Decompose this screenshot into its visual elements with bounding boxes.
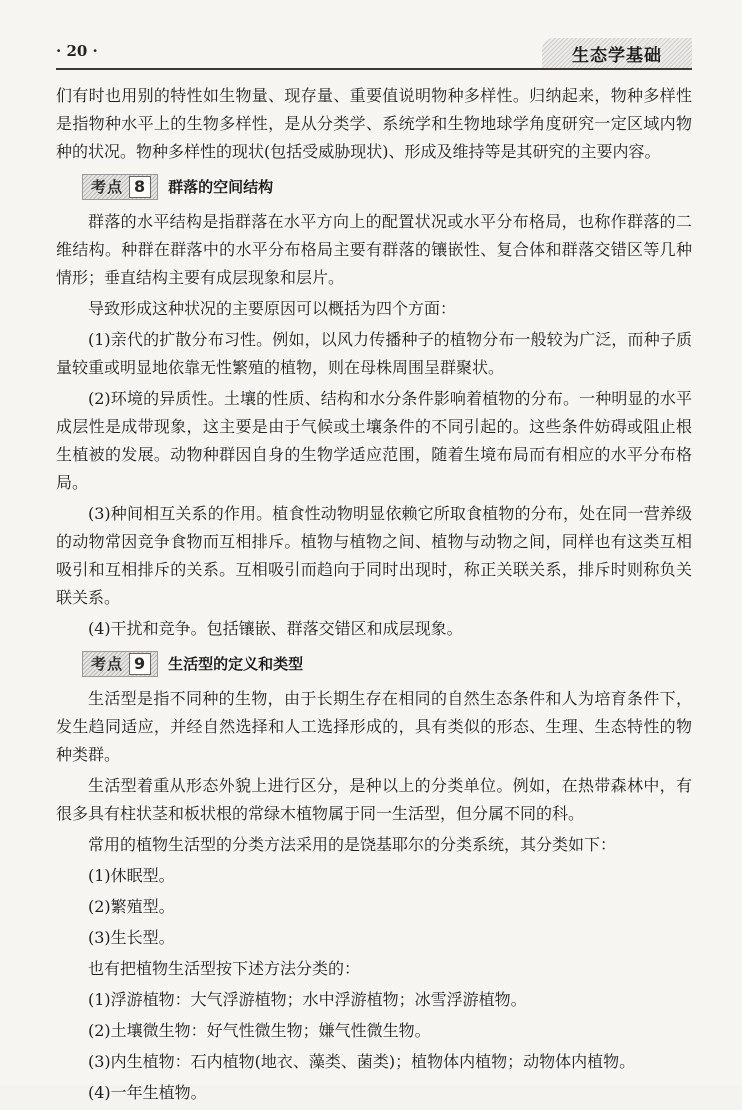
section-9-paragraph-3: 常用的植物生活型的分类方法采用的是饶基耶尔的分类系统，其分类如下： — [88, 835, 617, 854]
section-9-paragraph-1: 生活型是指不同种的生物，由于长期生存在相同的自然生态条件和人为培育条件下，发生趋同适应，并经自然选择和人工选择形成的，具有类似的形态、生理、生态特性的物种类群。 — [56, 689, 692, 764]
intro-paragraph: 们有时也用别的特性如生物量、现存量、重要值说明物种多样性。归纳起来，物种多样性是指物种水平上的生物多样性，是从分类学、系统学和生物地球学角度研究一定区域内物种的状况。物种多样性的现状(包括受威胁现状)、形成及维持等是其研究的主要内容。 — [56, 86, 692, 161]
section-9-title: 生活型的定义和类型 — [168, 655, 304, 673]
section-9-list1-item: (1)休眠型。 — [88, 866, 175, 885]
section-8-item-1: (1)亲代的扩散分布习性。例如，以风力传播种子的植物分布一般较为广泛，而种子质量较重或明显地依靠无性繁殖的植物，则在母株周围呈群聚状。 — [56, 330, 692, 377]
section-8-paragraph-2: 导致形成这种状况的主要原因可以概括为四个方面： — [88, 299, 457, 318]
section-8-number: 8 — [129, 176, 151, 198]
section-8-badge — [82, 174, 158, 200]
section-9-list2-item: (3)内生植物：石内植物(地衣、藻类、菌类)；植物体内植物；动物体内植物。 — [88, 1052, 636, 1071]
section-8-title: 群落的空间结构 — [168, 178, 274, 196]
section-9-paragraph-4: 也有把植物生活型按下述方法分类的： — [88, 959, 361, 978]
section-9-list2-item: (1)浮游植物：大气浮游植物；水中浮游植物；冰雪浮游植物。 — [88, 990, 527, 1009]
section-8-badge-label: 考点 — [91, 178, 124, 196]
section-8-item-2: (2)环境的异质性。土壤的性质、结构和水分条件影响着植物的分布。一种明显的水平成层性是成带现象，这主要是由于气候或土壤条件的不同引起的。这些条件妨碍或阻止根生植被的发展。动物种群因自身的生物学适应范围，随着生境布局而有相应的水平分布格局。 — [56, 389, 692, 492]
page-content — [56, 82, 692, 1110]
section-9-list2-item: (4)一年生植物。 — [88, 1083, 207, 1102]
section-9-heading — [82, 649, 692, 679]
section-9-list2-item: (2)土壤微生物：好气性微生物；嫌气性微生物。 — [88, 1021, 431, 1040]
section-8-heading — [82, 172, 692, 202]
section-8-item-4: (4)干扰和竞争。包括镶嵌、群落交错区和成层现象。 — [88, 619, 463, 638]
header-rule — [56, 68, 692, 70]
book-title: 生态学基础 — [542, 38, 692, 68]
section-9-badge — [82, 651, 158, 677]
section-8-item-3: (3)种间相互关系的作用。植食性动物明显依赖它所取食植物的分布，处在同一营养级的动物常因竞争食物而互相排斥。植物与植物之间、植物与动物之间，同样也有这类互相吸引和互相排斥的关系。互相吸引而趋向于同时出现时，称正关联关系，排斥时则称负关联关系。 — [56, 504, 692, 607]
section-9-list1-item: (3)生长型。 — [88, 928, 175, 947]
section-8-paragraph-1: 群落的水平结构是指群落在水平方向上的配置状况或水平分布格局，也称作群落的二维结构。种群在群落中的水平分布格局主要有群落的镶嵌性、复合体和群落交错区等几种情形；垂直结构主要有成层现象和层片。 — [56, 212, 692, 287]
page-number: · 20 · — [56, 42, 98, 60]
section-9-badge-label: 考点 — [91, 655, 124, 673]
section-9-paragraph-2: 生活型着重从形态外貌上进行区分，是种以上的分类单位。例如，在热带森林中，有很多具有柱状茎和板状根的常绿木植物属于同一生活型，但分属不同的科。 — [56, 776, 692, 823]
section-9-number: 9 — [129, 653, 151, 675]
page-header — [56, 38, 692, 70]
section-9-list1-item: (2)繁殖型。 — [88, 897, 175, 916]
